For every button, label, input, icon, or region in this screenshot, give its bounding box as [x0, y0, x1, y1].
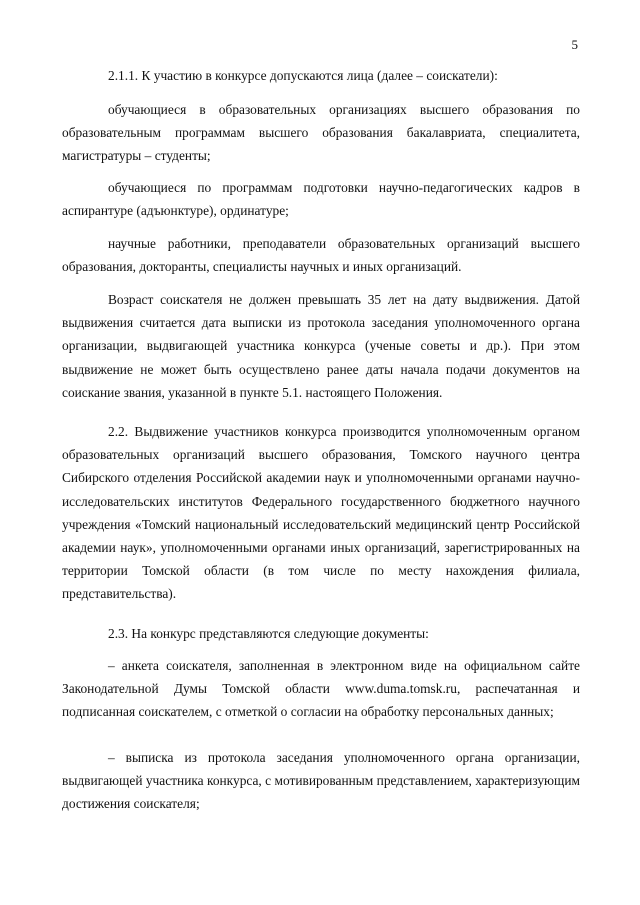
paragraph-2-3: 2.3. На конкурс представляются следующие документы: — [108, 626, 429, 641]
paragraph-postgraduates: обучающиеся по программам подготовки научно-педагогических кадров в аспирантуре (адъюнктуре), ординатуре; — [62, 180, 580, 219]
paragraph-researchers: научные работники, преподаватели образовательных организаций высшего образования, докторанты, специалисты научных и иных организаций. — [62, 236, 580, 275]
paragraph-2-1-1: 2.1.1. К участию в конкурсе допускаются лица (далее – соискатели): — [108, 68, 498, 83]
paragraph-2-2: 2.2. Выдвижение участников конкурса производится уполномоченным органом образовательных организаций высшего образования, Томского научного центра Сибирского отделения Российской академии наук и уполномоченными органами научно-исследовательских институтов Федерального государственного бюджетного научного учреждения «Томский национальный исследовательский медицинский центр Российской академии наук», уполномоченными органами иных организаций, зарегистрированных на территории Томской области (в том числе по месту нахождения филиала, представительства). — [62, 424, 580, 602]
list-item-questionnaire: – анкета соискателя, заполненная в электронном виде на официальном сайте Законодательной Думы Томской области www.duma.tomsk.ru, распечатанная и подписанная соискателем, с отметкой о согласии на обработку персональных данных; — [62, 658, 580, 720]
list-item-protocol-extract: – выписка из протокола заседания уполномоченного органа организации, выдвигающей участника конкурса, с мотивированным представлением, характеризующим достижения соискателя; — [62, 750, 580, 812]
page-number: 5 — [571, 37, 578, 52]
paragraph-age-limit: Возраст соискателя не должен превышать 35 лет на дату выдвижения. Датой выдвижения считается дата выписки из протокола заседания уполномоченного органа организации, выдвигающей участника конкурса (ученые советы и др.). При этом выдвижение не может быть осуществлено ранее даты начала подачи документов на соискание звания, указанной в пункте 5.1. настоящего Положения. — [62, 292, 580, 400]
paragraph-students: обучающиеся в образовательных организациях высшего образования по образовательным программам высшего образования бакалавриата, специалитета, магистратуры – студенты; — [62, 102, 580, 164]
